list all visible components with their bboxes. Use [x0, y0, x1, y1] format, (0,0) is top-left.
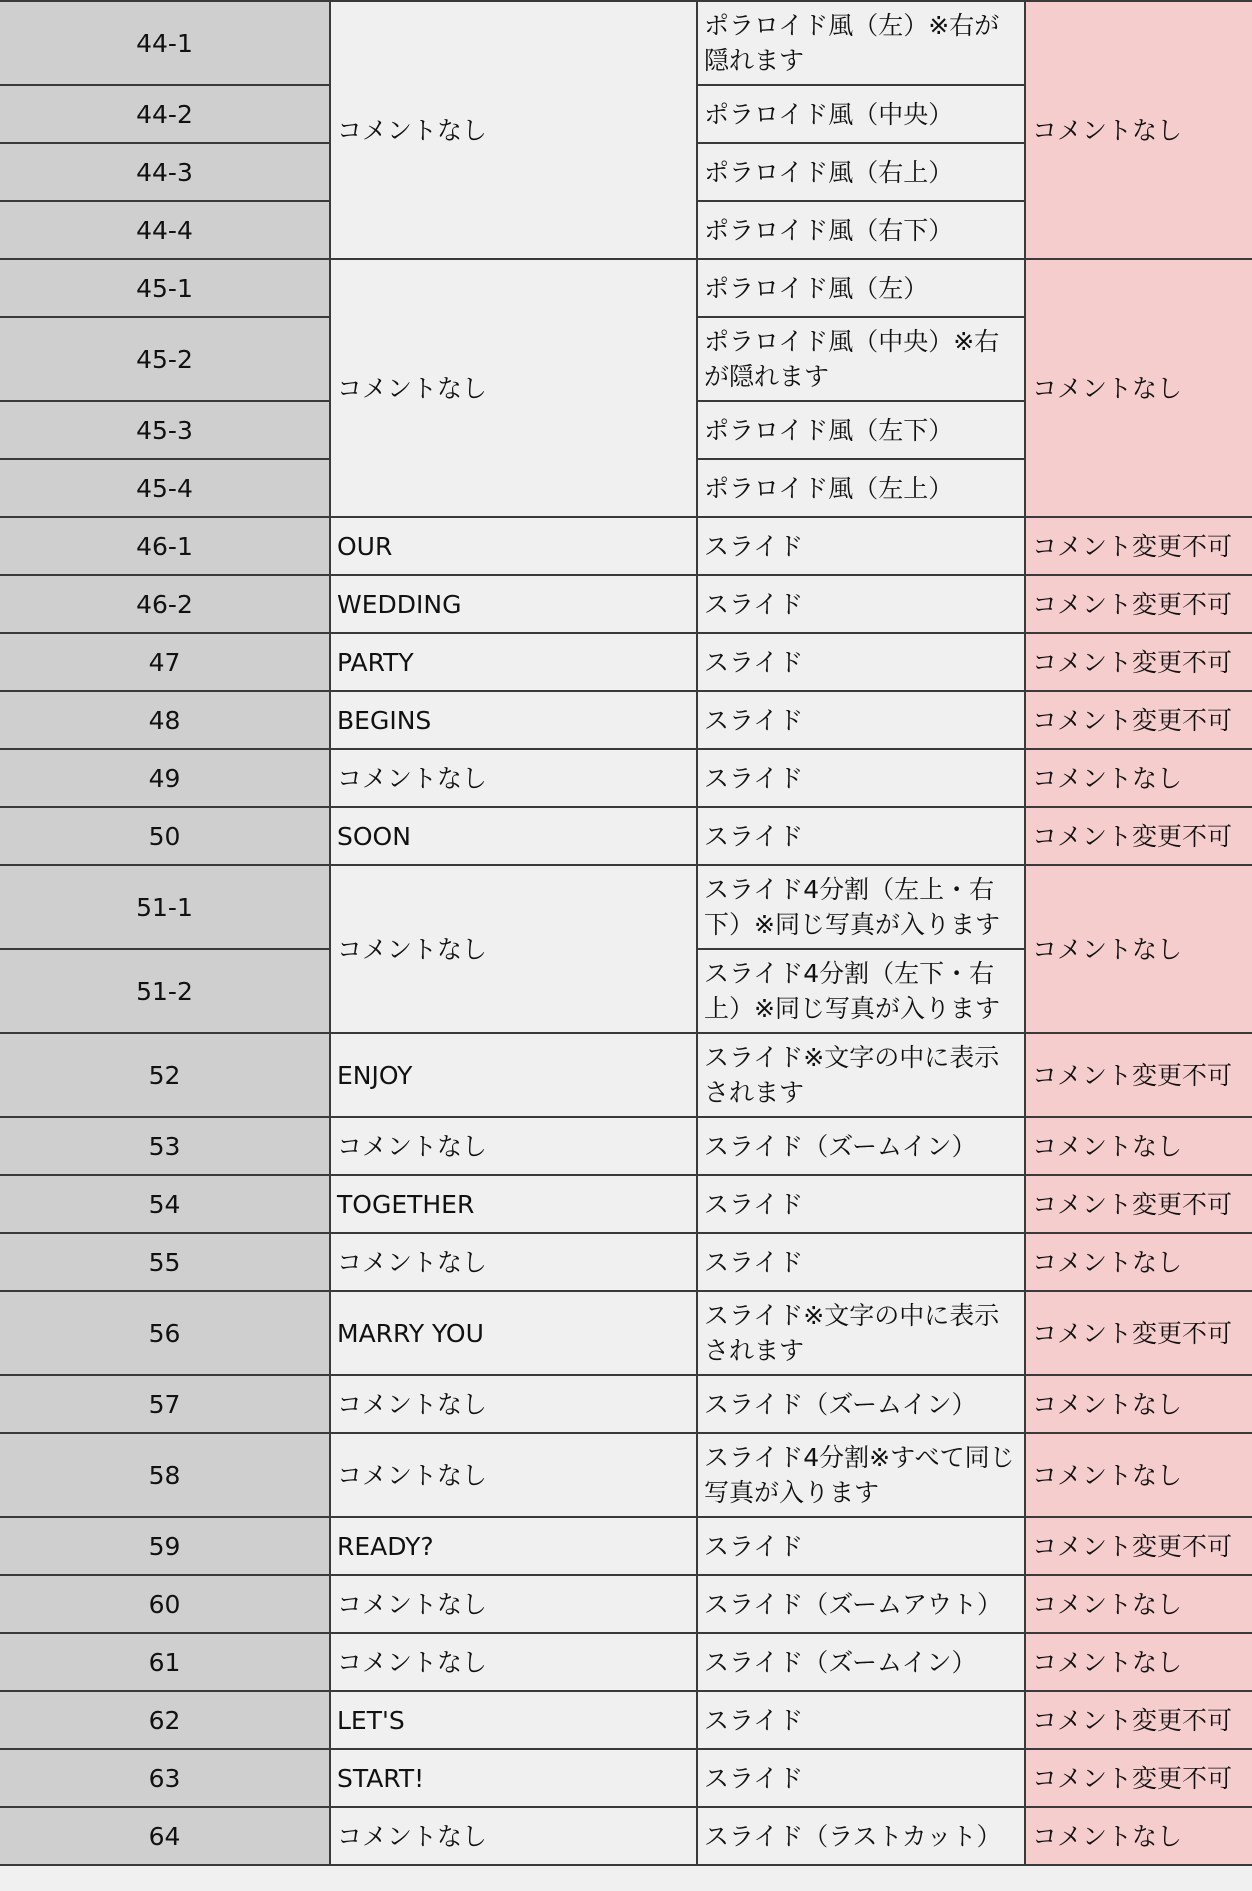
- effect-cell: スライド※文字の中に表示されます: [697, 1291, 1025, 1375]
- note-cell: コメントなし: [1025, 1117, 1252, 1175]
- table-row: [0, 1575, 1252, 1633]
- effect-cell: ポラロイド風（左）: [697, 259, 1025, 317]
- table-row: [0, 575, 1252, 633]
- table-row: [0, 807, 1252, 865]
- comment-cell: PARTY: [330, 633, 697, 691]
- scene-number-cell: 59: [0, 1517, 330, 1575]
- scene-number-cell: 45-2: [0, 317, 330, 401]
- table-row: [0, 1691, 1252, 1749]
- effect-cell: スライド4分割（左下・右上）※同じ写真が入ります: [697, 949, 1025, 1033]
- effect-cell: ポラロイド風（左上）: [697, 459, 1025, 517]
- note-cell: コメントなし: [1025, 1233, 1252, 1291]
- effect-cell: ポラロイド風（中央）: [697, 85, 1025, 143]
- scene-number-cell: 57: [0, 1375, 330, 1433]
- comment-cell: コメントなし: [330, 1117, 697, 1175]
- effect-cell: スライド: [697, 1749, 1025, 1807]
- table-row: [0, 691, 1252, 749]
- table-row: [0, 1433, 1252, 1517]
- effect-cell: スライド（ズームイン）: [697, 1375, 1025, 1433]
- scene-number-cell: 54: [0, 1175, 330, 1233]
- note-cell: コメント変更不可: [1025, 1517, 1252, 1575]
- effect-cell: スライド4分割（左上・右下）※同じ写真が入ります: [697, 865, 1025, 949]
- effect-cell: スライド: [697, 807, 1025, 865]
- note-cell: コメント変更不可: [1025, 1691, 1252, 1749]
- scene-number-cell: 62: [0, 1691, 330, 1749]
- scene-number-cell: 46-1: [0, 517, 330, 575]
- comment-cell: ENJOY: [330, 1033, 697, 1117]
- scene-number-cell: 45-3: [0, 401, 330, 459]
- scene-number-cell: 61: [0, 1633, 330, 1691]
- effect-cell: ポラロイド風（右下）: [697, 201, 1025, 259]
- effect-cell: ポラロイド風（中央）※右が隠れます: [697, 317, 1025, 401]
- scene-number-cell: 60: [0, 1575, 330, 1633]
- effect-cell: スライド: [697, 633, 1025, 691]
- table-row: [0, 1807, 1252, 1865]
- effect-cell: スライド（ズームイン）: [697, 1117, 1025, 1175]
- comment-cell: コメントなし: [330, 259, 697, 517]
- note-cell: コメント変更不可: [1025, 807, 1252, 865]
- scene-number-cell: 58: [0, 1433, 330, 1517]
- scene-number-cell: 55: [0, 1233, 330, 1291]
- note-cell: コメント変更不可: [1025, 575, 1252, 633]
- note-cell: コメントなし: [1025, 1375, 1252, 1433]
- effect-cell: スライド: [697, 1175, 1025, 1233]
- scene-number-cell: 64: [0, 1807, 330, 1865]
- table-row: [0, 749, 1252, 807]
- effect-cell: スライド: [697, 1691, 1025, 1749]
- table-row: [0, 633, 1252, 691]
- note-cell: コメントなし: [1025, 749, 1252, 807]
- comment-cell: TOGETHER: [330, 1175, 697, 1233]
- scene-number-cell: 44-4: [0, 201, 330, 259]
- scene-number-cell: 48: [0, 691, 330, 749]
- effect-cell: スライド: [697, 749, 1025, 807]
- comment-cell: コメントなし: [330, 749, 697, 807]
- table-row: [0, 1117, 1252, 1175]
- scene-number-cell: 51-1: [0, 865, 330, 949]
- comment-cell: READY?: [330, 1517, 697, 1575]
- note-cell: コメント変更不可: [1025, 1291, 1252, 1375]
- table-row: [0, 1633, 1252, 1691]
- comment-cell: コメントなし: [330, 1807, 697, 1865]
- note-cell: コメントなし: [1025, 865, 1252, 1033]
- effect-cell: スライド（ズームアウト）: [697, 1575, 1025, 1633]
- comment-cell: コメントなし: [330, 1375, 697, 1433]
- note-cell: コメントなし: [1025, 1, 1252, 259]
- note-cell: コメント変更不可: [1025, 1033, 1252, 1117]
- note-cell: コメントなし: [1025, 1807, 1252, 1865]
- effect-cell: ポラロイド風（右上）: [697, 143, 1025, 201]
- comment-cell: SOON: [330, 807, 697, 865]
- table-row: [0, 1175, 1252, 1233]
- comment-cell: コメントなし: [330, 1575, 697, 1633]
- effect-cell: スライド: [697, 1233, 1025, 1291]
- table-row: [0, 865, 1252, 949]
- scene-number-cell: 56: [0, 1291, 330, 1375]
- comment-cell: BEGINS: [330, 691, 697, 749]
- table-row: [0, 259, 1252, 317]
- effect-cell: スライド（ズームイン）: [697, 1633, 1025, 1691]
- note-cell: コメント変更不可: [1025, 691, 1252, 749]
- scene-number-cell: 63: [0, 1749, 330, 1807]
- scene-number-cell: 46-2: [0, 575, 330, 633]
- table-row: [0, 1233, 1252, 1291]
- comment-cell: コメントなし: [330, 1233, 697, 1291]
- note-cell: コメント変更不可: [1025, 517, 1252, 575]
- scene-number-cell: 49: [0, 749, 330, 807]
- comment-cell: コメントなし: [330, 1, 697, 259]
- comment-cell: LET'S: [330, 1691, 697, 1749]
- table-row: [0, 1749, 1252, 1807]
- note-cell: コメント変更不可: [1025, 1175, 1252, 1233]
- scene-number-cell: 50: [0, 807, 330, 865]
- comment-cell: コメントなし: [330, 865, 697, 1033]
- effect-cell: スライド: [697, 691, 1025, 749]
- comment-cell: OUR: [330, 517, 697, 575]
- scene-number-cell: 53: [0, 1117, 330, 1175]
- note-cell: コメントなし: [1025, 1633, 1252, 1691]
- comment-cell: WEDDING: [330, 575, 697, 633]
- comment-cell: START!: [330, 1749, 697, 1807]
- note-cell: コメント変更不可: [1025, 1749, 1252, 1807]
- effect-cell: スライド4分割※すべて同じ写真が入ります: [697, 1433, 1025, 1517]
- note-cell: コメントなし: [1025, 259, 1252, 517]
- note-cell: コメントなし: [1025, 1575, 1252, 1633]
- effect-cell: スライド: [697, 575, 1025, 633]
- table-row: [0, 1517, 1252, 1575]
- effect-cell: ポラロイド風（左下）: [697, 401, 1025, 459]
- effect-cell: スライド: [697, 517, 1025, 575]
- effect-cell: スライド※文字の中に表示されます: [697, 1033, 1025, 1117]
- effect-cell: ポラロイド風（左）※右が隠れます: [697, 1, 1025, 85]
- effect-cell: スライド: [697, 1517, 1025, 1575]
- scene-number-cell: 44-1: [0, 1, 330, 85]
- scene-number-cell: 51-2: [0, 949, 330, 1033]
- table-row: [0, 1033, 1252, 1117]
- scene-number-cell: 45-4: [0, 459, 330, 517]
- table-row: [0, 1, 1252, 85]
- scene-number-cell: 45-1: [0, 259, 330, 317]
- table-row: [0, 517, 1252, 575]
- comment-cell: コメントなし: [330, 1433, 697, 1517]
- scene-number-cell: 44-3: [0, 143, 330, 201]
- scene-number-cell: 47: [0, 633, 330, 691]
- comment-cell: コメントなし: [330, 1633, 697, 1691]
- scene-number-cell: 52: [0, 1033, 330, 1117]
- table-row: [0, 1291, 1252, 1375]
- scene-number-cell: 44-2: [0, 85, 330, 143]
- table-row: [0, 1375, 1252, 1433]
- note-cell: コメント変更不可: [1025, 633, 1252, 691]
- effect-cell: スライド（ラストカット）: [697, 1807, 1025, 1865]
- note-cell: コメントなし: [1025, 1433, 1252, 1517]
- comment-cell: MARRY YOU: [330, 1291, 697, 1375]
